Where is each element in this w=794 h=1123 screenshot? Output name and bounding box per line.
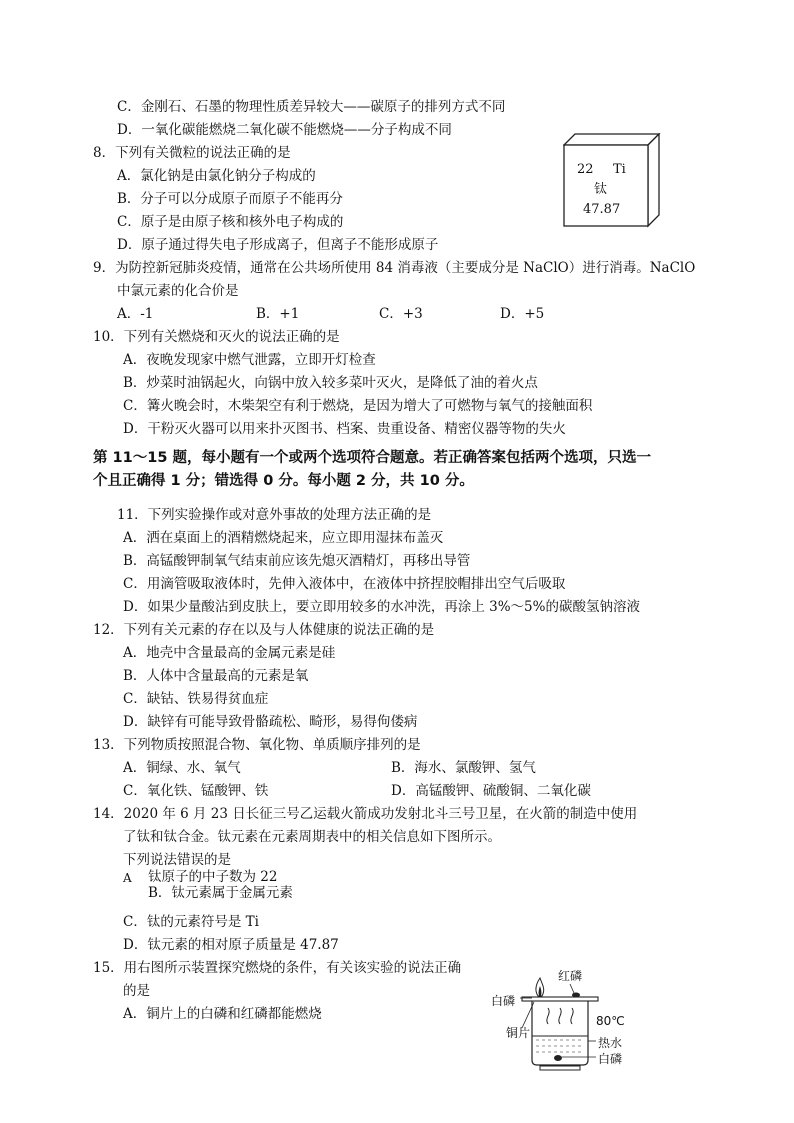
q8-option-c: C．原子是由原子核和核外电子构成的 bbox=[117, 214, 344, 230]
section-instruction-line1: 第 11～15 题，每小题有一个或两个选项符合题意。若正确答案包括两个选项，只选一 bbox=[93, 450, 651, 466]
q9-option-d: D．+5 bbox=[500, 306, 545, 322]
q10-option-a: A．夜晚发现家中燃气泄露，立即开灯检查 bbox=[123, 352, 376, 368]
q11-option-c: C．用滴管吸取液体时，先伸入液体中，在液体中挤捏胶帽排出空气后吸取 bbox=[123, 576, 566, 592]
q14-option-c: C．钛的元素符号是 Ti bbox=[123, 914, 259, 930]
q14-stem-line2: 了钛和钛合金。钛元素在元素周期表中的相关信息如下图所示。 bbox=[123, 829, 501, 845]
q12-option-c: C．缺钴、铁易得贫血症 bbox=[123, 691, 269, 707]
label-temperature: 80℃ bbox=[596, 1014, 625, 1028]
q7-option-d: D．一氧化碳能燃烧二氧化碳不能燃烧——分子构成不同 bbox=[117, 122, 452, 138]
q11-option-b: B．高锰酸钾制氧气结束前应该先熄灭酒精灯，再移出导管 bbox=[123, 553, 471, 569]
q8-option-a: A．氯化钠是由氯化钠分子构成的 bbox=[117, 168, 316, 184]
q14-stem-line3: 下列说法错误的是 bbox=[123, 852, 231, 868]
q14-option-a-mark: A bbox=[123, 871, 132, 885]
element-name: 钛 bbox=[594, 182, 608, 197]
q11-stem: 11．下列实验操作或对意外事故的处理方法正确的是 bbox=[117, 507, 432, 523]
q10-stem: 10．下列有关燃烧和灭火的说法正确的是 bbox=[93, 329, 340, 345]
q11-option-d: D．如果少量酸沾到皮肤上，要立即用较多的水冲洗，再涂上 3%～5%的碳酸氢钠溶液 bbox=[123, 599, 640, 615]
q12-option-b: B．人体中含量最高的元素是氧 bbox=[123, 668, 309, 684]
q13-option-b: B．海水、氯酸钾、氢气 bbox=[391, 760, 536, 776]
q12-option-a: A．地壳中含量最高的金属元素是硅 bbox=[123, 645, 336, 661]
q7-option-c: C．金刚石、石墨的物理性质差异较大——碳原子的排列方式不同 bbox=[117, 99, 506, 115]
q8-option-b: B．分子可以分成原子而原子不能再分 bbox=[117, 191, 343, 207]
q9-stem-line1: 9．为防控新冠肺炎疫情，通常在公共场所使用 84 消毒液（主要成分是 NaClO）进行消毒。NaClO bbox=[93, 260, 696, 276]
q11-option-a: A．洒在桌面上的酒精燃烧起来，应立即用湿抹布盖灭 bbox=[123, 530, 444, 546]
q13-option-a: A．铜绿、水、氧气 bbox=[123, 760, 241, 776]
label-hot-water: 热水 bbox=[598, 1036, 623, 1050]
q8-stem: 8．下列有关微粒的说法正确的是 bbox=[93, 145, 291, 161]
q10-option-c: C．篝火晚会时，木柴架空有利于燃烧，是因为增大了可燃物与氧气的接触面积 bbox=[123, 398, 593, 414]
label-white-phosphorus-top: 白磷 bbox=[491, 994, 516, 1008]
combustion-apparatus-figure bbox=[488, 962, 648, 1074]
q14-stem-line1: 14．2020 年 6 月 23 日长征三号乙运载火箭成功发射北斗三号卫星，在火箭的制造中使用 bbox=[93, 806, 638, 822]
q9-stem-line2: 中氯元素的化合价是 bbox=[117, 283, 239, 299]
section-instruction-line2: 个且正确得 1 分；错选得 0 分。每小题 2 分，共 10 分。 bbox=[93, 473, 474, 489]
q15-stem-line1: 15．用右图所示装置探究燃烧的条件，有关该实验的说法正确 bbox=[93, 960, 462, 976]
q10-option-d: D．干粉灭火器可以用来扑灭图书、档案、贵重设备、精密仪器等物的失火 bbox=[123, 421, 566, 437]
label-copper-sheet: 铜片 bbox=[506, 1026, 531, 1040]
q14-option-b: B．钛元素属于金属元素 bbox=[148, 885, 293, 901]
element-atomic-mass: 47.87 bbox=[583, 202, 621, 217]
label-red-phosphorus: 红磷 bbox=[558, 969, 583, 983]
q12-stem: 12．下列有关元素的存在以及与人体健康的说法正确的是 bbox=[93, 622, 435, 638]
q14-option-d: D．钛元素的相对原子质量是 47.87 bbox=[123, 937, 339, 953]
q9-option-c: C．+3 bbox=[379, 306, 423, 322]
q14-option-a: 钛原子的中子数为 22 bbox=[148, 869, 278, 885]
q15-option-a: A．铜片上的白磷和红磷都能燃烧 bbox=[123, 1006, 322, 1022]
element-atomic-number: 22 bbox=[577, 162, 594, 177]
element-card bbox=[563, 133, 661, 229]
q8-option-d: D．原子通过得失电子形成离子，但离子不能形成原子 bbox=[117, 237, 439, 253]
q9-option-b: B．+1 bbox=[256, 306, 300, 322]
element-symbol: Ti bbox=[613, 162, 626, 177]
q15-stem-line2: 的是 bbox=[123, 983, 150, 999]
q10-option-b: B．炒菜时油锅起火，向锅中放入较多菜叶灭火，是降低了油的着火点 bbox=[123, 375, 538, 391]
q13-stem: 13．下列物质按照混合物、氧化物、单质顺序排列的是 bbox=[93, 737, 421, 753]
q12-option-d: D．缺锌有可能导致骨骼疏松、畸形，易得佝偻病 bbox=[123, 714, 418, 730]
q13-option-c: C．氧化铁、锰酸钾、铁 bbox=[123, 783, 269, 799]
q9-option-a: A．-1 bbox=[117, 306, 154, 322]
label-white-phosphorus-bottom: 白磷 bbox=[598, 1052, 623, 1066]
q13-option-d: D．高锰酸钾、硫酸铜、二氧化碳 bbox=[391, 783, 591, 799]
